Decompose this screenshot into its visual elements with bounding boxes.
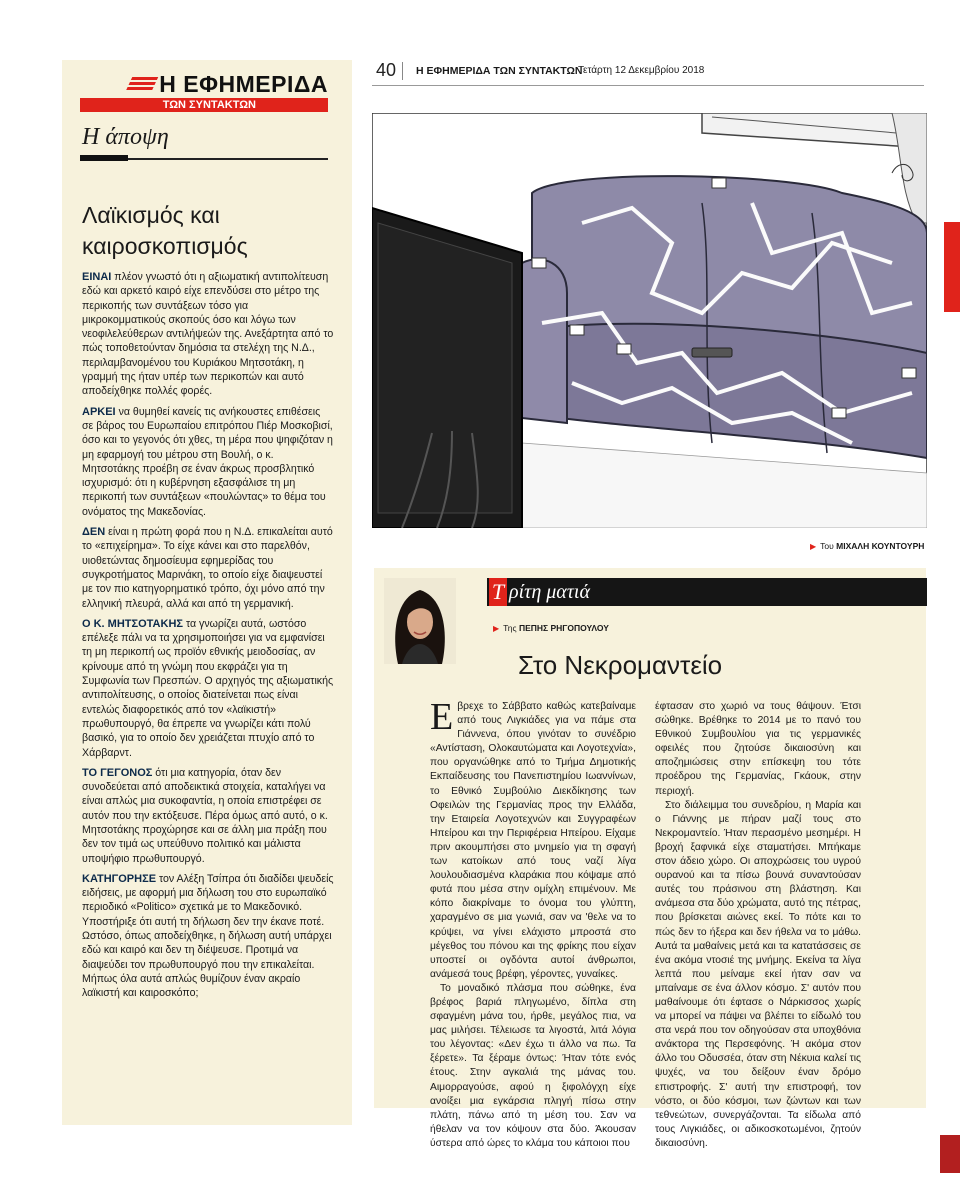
paragraph-lead: ΕΙΝΑΙ xyxy=(82,271,112,283)
newspaper-logo xyxy=(80,72,328,112)
credit-prefix: Του xyxy=(820,541,834,551)
red-edge-tab-bottom xyxy=(940,1135,960,1173)
paragraph-lead: Ο Κ. ΜΗΤΣΟΤΑΚΗΣ xyxy=(82,617,183,630)
feature-headline: Στο Νεκρομαντείο xyxy=(518,650,723,680)
paragraph-lead: ΚΑΤΗΓΟΡΗΣΕ xyxy=(82,872,157,885)
cartoon-illustration xyxy=(372,113,927,528)
arrow-icon: ▶ xyxy=(493,624,500,633)
opinion-body xyxy=(82,270,334,1007)
logo-sub-text: ΤΩΝ ΣΥΝΤΑΚΤΩΝ xyxy=(80,98,328,112)
page-number: 40 xyxy=(376,60,397,80)
section-title: Η άποψη xyxy=(82,124,169,150)
paragraph-lead: ΑΡΚΕΙ xyxy=(82,405,116,418)
byline-prefix: Της xyxy=(503,623,517,633)
paragraph-lead: ΤΟ ΓΕΓΟΝΟΣ xyxy=(82,766,153,779)
paragraph-text: ότι μια κατηγορία, όταν δεν συνοδεύεται από αποδεικτικά στοιχεία, καταλήγει να είναι απλώς μια συκοφαντία, η οποία επιστρέφει σε αυτόν που την εκτόξευσε. Πέρα όμως από αυτό, ο κ. Μητσοτάκης προχώρησε και σε άλλη μια πράξη που δεν τον τιμά ως υπεύθυνο πολιτικό και μάλιστα υποψήφιο πρωθυπουργό. xyxy=(82,766,328,865)
opinion-paragraph xyxy=(82,270,334,399)
column-initial: Τ xyxy=(489,578,507,606)
paragraph-text: πλέον γνωστό ότι η αξιωματική αντιπολίτευση εδώ και αρκετό καιρό είχε επενδύσει στο μέτρο της περικοπής των συντάξεων τόσο για μικροκομματικούς σκοπούς όσο και λόγω των νεοφιλελεύθερων αντιλήψεών της. Ανεξάρτητα από το πώς τοποθετούνταν δημόσια τα στελέχη της Ν.Δ., περιλαμβανομένου του Κυριάκου Μητσοτάκη, η γραμμή της ήταν υπέρ των περικοπών και αυτό αποδείχθηκε πολλές φορές. xyxy=(82,271,334,398)
paragraph-text: να θυμηθεί κανείς τις ανήκουστες επιθέσεις σε βάρος του Ευρωπαίου επιτρόπου Πιέρ Μοσκοβισί, όσο και το γεγονός ότι χθες, τη μέρα που ψηφιζόταν η μη εφαρμογή του μέτρου στη Βουλή, ο κ. Μητσοτάκης προέβη σε έναν άκρως προσβλητικό ισχυρισμό: ότι η κυβέρνηση εξασφάλισε τη μη περικοπή των συντάξεων «πουλώντας» το θέμα του ονόματος της Μακεδονίας. xyxy=(82,405,333,518)
cartoon-credit xyxy=(810,541,924,551)
credit-name: ΜΙΧΑΛΗ ΚΟΥΝΤΟΥΡΗ xyxy=(836,541,925,551)
header-separator xyxy=(402,62,403,80)
feature-paragraph: Το μοναδικό πλάσμα που σώθηκε, ένα βρέφος βαριά πληγωμένο, δίπλα στη σφαγμένη μάνα του, ήρθε, μεγάλος πια, να μας μιλήσει. Τέλειωσε τα λιγοστά, λιτά λόγια του λέγοντας: «Δεν έχω τι άλλο να πω. Τα ξέρετε». Τα ξέραμε όντως: Ήταν τότε ενός έτους. Στην αγκαλιά της μάνας του. Αιμορραγούσε, αφού η ξιφολόγχη είχε ανοίξει μια εγκάρσια πληγή πίσω στην πλάτη, πάνω από τη μέση του. Σαν να ήθελαν να τον κόψουν στα δύο. Άκουσαν ύστερα από ώρες το κλάμα του κάποιοι που xyxy=(430,982,636,1149)
column-name: ρίτη ματιά xyxy=(509,581,590,603)
red-edge-tab xyxy=(944,222,960,312)
arrow-icon: ▶ xyxy=(810,542,817,551)
byline xyxy=(493,623,609,633)
paragraph-text: τα γνωρίζει αυτά, ωστόσο επέλεξε πάλι να τα χρησιμοποιήσει για να εμφανίσει τη μη περικοπή ως προϊόν εθνικής μειοδοσίας, αν κρίνουμε από τη γνώμη που εκφράζει για τη Συμφωνία των Πρεσπών. Ο αρχηγός της αξιωματικής αντιπολίτευσης, ο οποίος διατείνεται πως είναι εντελώς διαφορετικός από τον «λαϊκιστή» πρωθυπουργό, θα έπρεπε να γνωρίζει κάτι πολύ βασικό, για το οποίο δεν χρειάζεται πτυχίο από το Χάρβαρντ. xyxy=(82,617,334,759)
author-portrait xyxy=(384,578,456,664)
feature-column-2 xyxy=(655,700,861,1151)
feature-paragraph xyxy=(430,696,636,982)
opinion-paragraph xyxy=(82,766,334,866)
section-divider xyxy=(80,158,328,160)
logo-main-text: Η ΕΦΗΜΕΡΙΔΑ xyxy=(159,70,328,97)
byline-name: ΠΕΠΗΣ ΡΗΓΟΠΟΥΛΟΥ xyxy=(518,623,609,633)
opinion-headline-line1: Λαϊκισμός και xyxy=(82,202,220,228)
opinion-paragraph xyxy=(82,405,334,519)
drop-cap: Ε xyxy=(430,696,454,738)
feature-paragraph: έφτασαν στο χωριό να τους θάψουν. Έτσι σώθηκε. Βρέθηκε το 2014 με το πανό του Εθνικού Συμβουλίου για τις γερμανικές οφειλές που ζητούσε δικαιοσύνη και αποζημιώσεις στην επίσκεψη του τότε προέδρου της Γερμανίας, Γκάουκ, στην περιοχή. xyxy=(655,701,861,797)
paragraph-lead: ΔΕΝ xyxy=(82,526,106,539)
paragraph-text: βρεχε το Σάββατο καθώς κατεβαίναμε από τους Λιγκιάδες για να πάμε στα Γιάννενα, όπου γινόταν το συνέδριο «Αντίσταση, Ολοκαυτώματα και Λογοτεχνία», που οργανώθηκε από το Τμήμα Δημοτικής Εκπαίδευσης του Πανεπιστημίου Ιωαννίνων, το Εθνικό Συμβούλιο Διεκδίκησης των Οφειλών της Γερμανίας προς την Ελλάδα, την Εταιρεία Λογοτεχνών και Συγγραφέων Ηπείρου και την Περιφέρεια Ηπείρου. Είχαμε πριν ακουμπήσει στο μνημείο για τη σφαγή των κατοίκων από τους ναζί λίγα λουλουδιασμένα κλαράκια που κόψαμε από φυτά που μέσα στην ομίχλη επιμένουν. Με κόπο διακρίναμε το όνομα του γλύπτη, χαραγμένο σε μια γωνιά, σαν να 'θελε να το κρύψει, να γίνει ελάχιστο μπροστά στο μέγεθος του πόνου και της φρίκης που είχαν υποστεί οι ογδόντα αυτοί άνθρωποι, ανάμεσά τους βρέφη, γέροντες, γυναίκες. xyxy=(430,701,636,980)
logo-stripes-icon xyxy=(126,77,159,91)
page-header xyxy=(372,58,924,86)
opinion-paragraph xyxy=(82,525,334,611)
paragraph-text: τον Αλέξη Τσίπρα ότι διαδίδει ψευδείς ειδήσεις, με αφορμή μια δήλωση του στο ευρωπαϊκό περιοδικό «Politico» σχετικά με το Μακεδονικό. Υποστήριξε ότι αυτή τη δήλωση δεν την έκανε ποτέ. Ωστόσο, όπως αποδείχθηκε, η δήλωση αυτή υπάρχει εδώ και καιρό και δεν τη διέψευσε. Προτιμά να διαψεύδει τον πρωθυπουργό που την επικαλείται. Μήπως όλα αυτά απλώς θυμίζουν έναν ακραίο λαϊκιστή και καιροσκόπο; xyxy=(82,872,334,1000)
opinion-headline xyxy=(82,200,332,262)
paper-name: Η ΕΦΗΜΕΡΙΔΑ ΤΩΝ ΣΥΝΤΑΚΤΩΝ xyxy=(416,65,583,77)
opinion-headline-line2: καιροσκοπισμός xyxy=(82,233,248,259)
feature-column-1 xyxy=(430,696,636,1151)
issue-date: Τετάρτη 12 Δεκεμβρίου 2018 xyxy=(578,65,705,76)
opinion-paragraph xyxy=(82,617,334,760)
feature-paragraph: Στο διάλειμμα του συνεδρίου, η Μαρία και ο Γιάννης με πήραν μαζί τους στο Νεκρομαντείο. Ήταν περασμένο μεσημέρι. Η βροχή ξαφνικά είχε σταματήσει. Μπήκαμε στον άδειο χώρο. Οι αποχρώσεις του υγρού ουρανού και τα πίσω βουνά συναντούσαν αυτές του πράσινου στη βλάστηση. Και ανάμεσα στα δύο χρώματα, αυτό της πέτρας, που βρίσκεται αιώνες εκεί. Το πότε και το πώς δεν το ήξερα και δεν ήθελα να το μάθω. Αυτά τα μαθαίνεις μετά και τα κατατάσσεις σε ένα ακόμα ντοσιέ της μνήμης. Εκείνα τα λίγα λεπτά που μείναμε εκεί ήταν σαν να μπαίναμε σε ένα άλλον κόσμο. Σ' αυτόν που μαθαίνουμε ότι έφτασε ο Νάρκισσος χωρίς να μπορεί να πάψει να βλέπει το είδωλό του στα νερά που τον οδηγούσαν στα υποχθόνια ανάκτορα της Περσεφόνης. Ή ακόμα στον άλλο του Οδυσσέα, όταν στη Νέκυια καλεί τις ψυχές, να του δείξουν έναν δρόμο επιστροφής. Σ' αυτή την επιστροφή, τον νόστο, οι δύο κόσμοι, των ζώντων και των τεθνεώτων, συνεργάζονται. Τα είδωλα από τους Λιγκιάδες, οι αδικοσκοτωμένοι, ζητούν δικαιοσύνη. xyxy=(655,799,861,1149)
paragraph-text: είναι η πρώτη φορά που η Ν.Δ. επικαλείται αυτό το «επιχείρημα». Το είχε κάνει και στο παρελθόν, υιοθετώντας δημοσίευμα εφημερίδας του συγκροτήματος Μαρινάκη, το οποίο είχε διαψευστεί με τον πιο κατηγορηματικό τρόπο, όχι μόνο από την ελληνική πλευρά, αλλά και από τη γερμανική. xyxy=(82,526,333,610)
opinion-paragraph xyxy=(82,872,334,1001)
column-banner xyxy=(487,578,927,606)
